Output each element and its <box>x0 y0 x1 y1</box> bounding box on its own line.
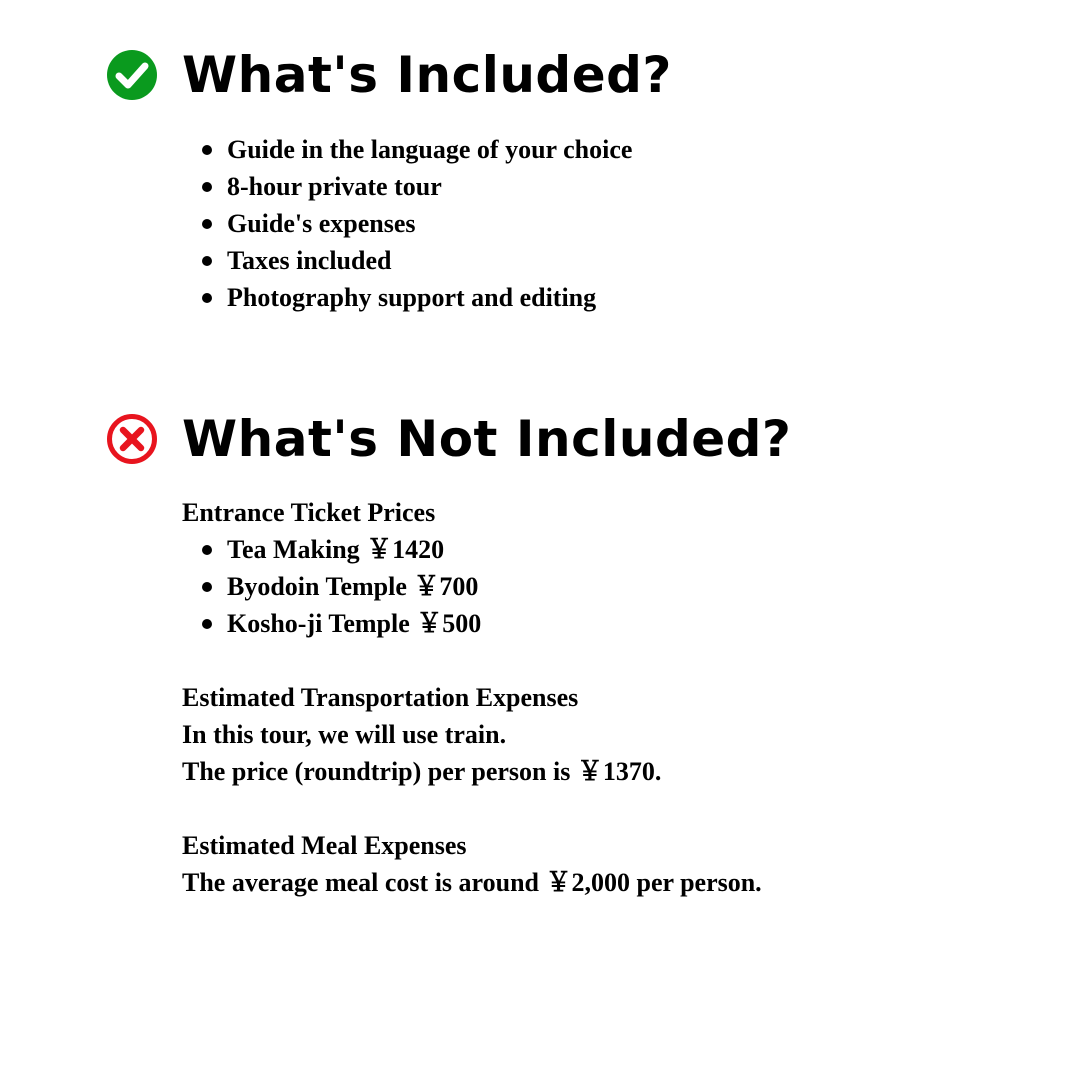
transportation-line-2: The price (roundtrip) per person is ￥1370. <box>182 757 662 786</box>
not-included-header <box>106 409 791 469</box>
list-item: Tea Making ￥1420 <box>182 531 762 568</box>
not-included-content <box>182 494 762 901</box>
list-item: Taxes included <box>182 242 632 279</box>
list-item: Photography support and editing <box>182 279 632 316</box>
x-circle-icon <box>106 413 158 465</box>
included-header <box>106 45 672 105</box>
meal-heading: Estimated Meal Expenses <box>182 831 467 860</box>
included-title: What's Included? <box>182 46 672 104</box>
list-item: 8-hour private tour <box>182 168 632 205</box>
not-included-title: What's Not Included? <box>182 410 792 468</box>
spacer <box>182 642 762 679</box>
meal-line-1: The average meal cost is around ￥2,000 per person. <box>182 868 762 897</box>
list-item: Kosho-ji Temple ￥500 <box>182 605 762 642</box>
list-item: Byodoin Temple ￥700 <box>182 568 762 605</box>
list-item: Guide's expenses <box>182 205 632 242</box>
check-circle-icon <box>106 49 158 101</box>
included-list <box>182 131 632 316</box>
list-item: Guide in the language of your choice <box>182 131 632 168</box>
tickets-heading: Entrance Ticket Prices <box>182 498 436 527</box>
tickets-list <box>182 531 762 642</box>
transportation-heading: Estimated Transportation Expenses <box>182 683 579 712</box>
spacer <box>182 790 762 827</box>
transportation-line-1: In this tour, we will use train. <box>182 720 507 749</box>
